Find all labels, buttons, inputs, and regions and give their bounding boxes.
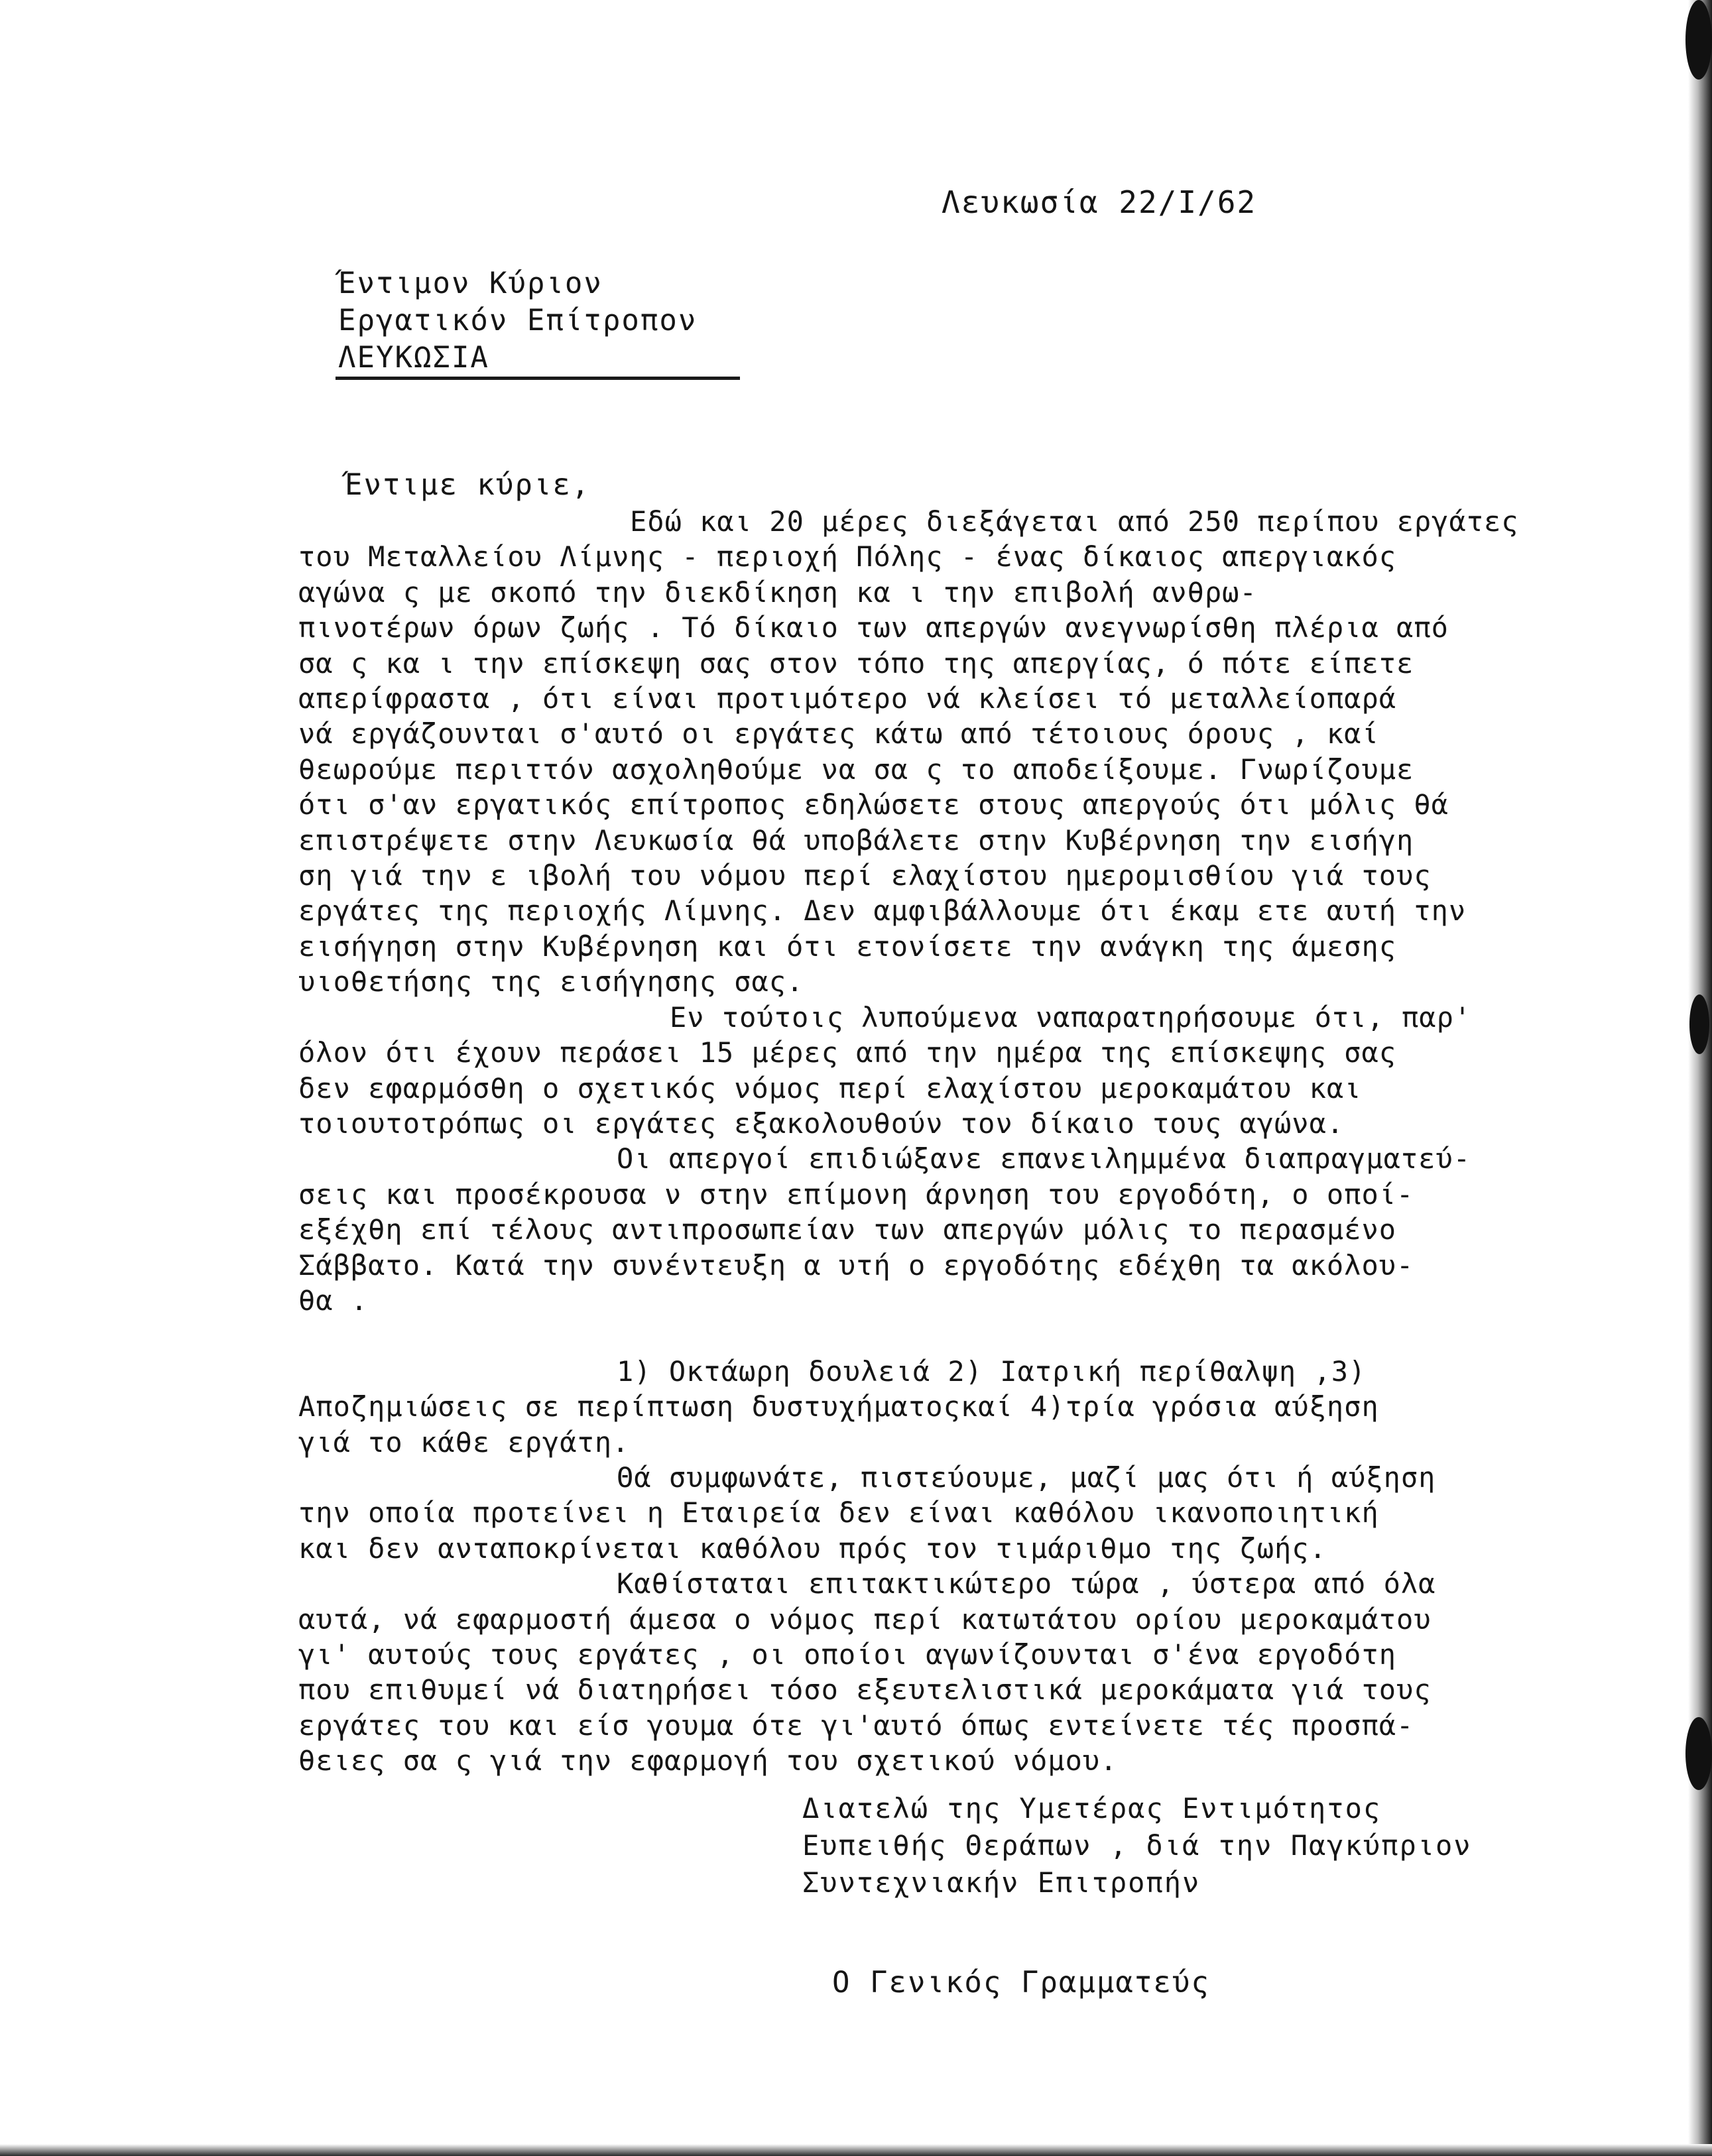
scan-blot: [1685, 0, 1712, 80]
body-line: σα ς κα ι την επίσκεψη σας στον τόπο της απεργίας, ό πότε είπετε: [298, 646, 1414, 680]
address-underline: [336, 377, 740, 380]
body-line: του Μεταλλείου Λίμνης - περιοχή Πόλης - ένας δίκαιος απεργιακός: [298, 540, 1397, 573]
body-line: τοιουτοτρόπως οι εργάτες εξακολουθούν τον δίκαιο τους αγώνα.: [298, 1107, 1345, 1140]
closing-line: Ευπειθής Θεράπων , διά την Παγκύπριον: [802, 1829, 1472, 1862]
body-line: δεν εφαρμόσθη ο σχετικός νόμος περί ελαχίστου μεροκαμάτου και: [298, 1071, 1362, 1105]
body-line: και δεν ανταποκρίνεται καθόλου πρός τον τιμάριθμο της ζωής.: [298, 1531, 1327, 1565]
body-line: Οι απεργοί επιδιώξανε επανειλημμένα διαπραγματεύ-: [617, 1142, 1471, 1175]
scan-blot: [1689, 994, 1709, 1054]
body-line: θεωρούμε περιττόν ασχοληθούμε να σα ς το αποδείξουμε. Γνωρίζουμε: [298, 752, 1414, 786]
spacer-line: [298, 1318, 1618, 1353]
signature-title: Ο Γενικός Γραμματεύς: [832, 1966, 1210, 2000]
body-line: ότι σ'αν εργατικός επίτροπος εδηλώσετε στους απεργούς ότι μόλις θά: [298, 788, 1449, 821]
body-line: γι' αυτούς τους εργάτες , οι οποίοι αγωνίζουνται σ'ένα εργοδότη: [298, 1638, 1397, 1671]
body-line: Σάββατο. Κατά την συνέντευξη α υτή ο εργοδότης εδέχθη τα ακόλου-: [298, 1248, 1414, 1282]
body-line: αυτά, νά εφαρμοστή άμεσα ο νόμος περί κατωτάτου ορίου μεροκαμάτου: [298, 1602, 1432, 1636]
body-line: Εδώ και 20 μέρες διεξάγεται από 250 περίπου εργάτες: [630, 505, 1519, 538]
body-line: εργάτες του και είσ γουμα ότε γι'αυτό όπως εντείνετε τές προσπά-: [298, 1708, 1414, 1742]
body-line: σεις και προσέκρουσα ν στην επίμονη άρνηση του εργοδότη, ο οποί-: [298, 1177, 1414, 1211]
body-line: 1) Οκτάωρη δουλειά 2) Ιατρική περίθαλψη ,3): [617, 1354, 1367, 1388]
body-line: ση γιά την ε ιβολή του νόμου περί ελαχίστου ημερομισθίου γιά τους: [298, 859, 1432, 892]
salutation: Έντιμε κύριε,: [345, 468, 591, 502]
body-line: επιστρέψετε στην Λευκωσία θά υποβάλετε στην Κυβέρνηση την εισήγη: [298, 823, 1414, 857]
scan-blot: [1685, 1717, 1712, 1790]
body-line: που επιθυμεί νά διατηρήσει τόσο εξευτελιστικά μεροκάματα γιά τους: [298, 1673, 1432, 1707]
body-line: την οποία προτείνει η Εταιρεία δεν είναι καθόλου ικανοποιητική: [298, 1496, 1379, 1529]
address-line: ΛΕΥΚΩΣΙΑ: [338, 341, 489, 375]
letter-date: Λευκωσία 22/Ι/62: [942, 184, 1257, 220]
body-line: Καθίσταται επιτακτικώτερο τώρα , ύστερα από όλα: [617, 1567, 1436, 1600]
body-line: απερίφραστα , ότι είναι προτιμότερο νά κλείσει τό μεταλλείοπαρά: [298, 682, 1397, 715]
address-line: Εργατικόν Επίτροπον: [338, 304, 698, 337]
body-line: εργάτες της περιοχής Λίμνης. Δεν αμφιβάλλουμε ότι έκαμ ετε αυτή την: [298, 894, 1467, 928]
body-line: πινοτέρων όρων ζωής . Τό δίκαιο των απεργών ανεγνωρίσθη πλέρια από: [298, 611, 1449, 644]
body-line: αγώνα ς με σκοπό την διεκδίκηση κα ι την επιβολή ανθρω-: [298, 575, 1257, 609]
closing-line: Διατελώ της Υμετέρας Εντιμότητος: [802, 1792, 1382, 1825]
scan-edge-right: [1688, 0, 1712, 2156]
body-line: θα .: [298, 1284, 369, 1317]
body-line: εισήγηση στην Κυβέρνηση και ότι ετονίσετε την ανάγκη της άμεσης: [298, 929, 1397, 963]
body-line: εξέχθη επί τέλους αντιπροσωπείαν των απεργών μόλις το περασμένο: [298, 1213, 1397, 1246]
address-line: Έντιμον Κύριον: [338, 267, 603, 300]
closing-block: [802, 1790, 1472, 1901]
body-line: υιοθετήσης της εισήγησης σας.: [298, 965, 804, 998]
body-line: Θά συμφωνάτε, πιστεύουμε, μαζί μας ότι ή αύξηση: [617, 1461, 1436, 1494]
body-line: γιά το κάθε εργάτη.: [298, 1425, 630, 1459]
body-line: όλον ότι έχουν περάσει 15 μέρες από την ημέρα της επίσκεψης σας: [298, 1036, 1397, 1069]
closing-line: Συντεχνιακήν Επιτροπήν: [802, 1866, 1201, 1899]
body-line: νά εργάζουνται σ'αυτό οι εργάτες κάτω από τέτοιους όρους , καί: [298, 717, 1379, 750]
recipient-address: [338, 265, 697, 377]
body-line: θειες σα ς γιά την εφαρμογή του σχετικού νόμου.: [298, 1744, 1118, 1777]
letter-body: [298, 504, 1618, 1779]
scan-edge-bottom: [0, 2144, 1712, 2156]
body-line: Αποζημιώσεις σε περίπτωση δυστυχήματοςκαί 4)τρία γρόσια αύξηση: [298, 1390, 1379, 1423]
body-line: Εν τούτοις λυπούμενα ναπαρατηρήσουμε ότι, παρ': [670, 1000, 1472, 1034]
